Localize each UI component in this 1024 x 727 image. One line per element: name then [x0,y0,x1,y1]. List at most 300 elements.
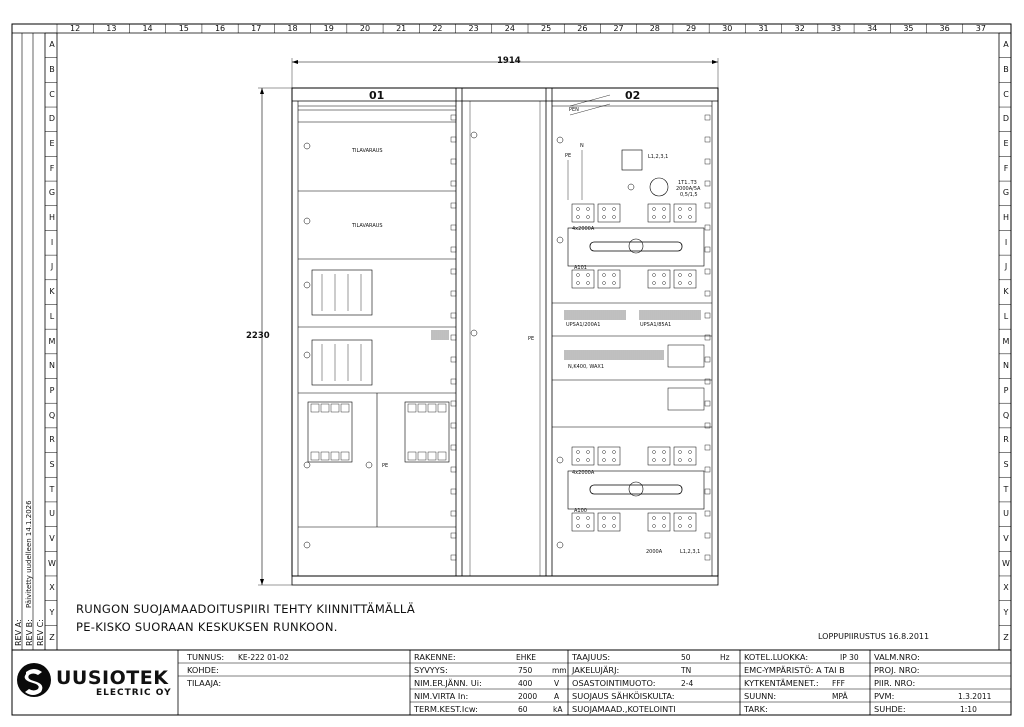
row-letter-l: K [49,287,55,297]
row-letter-r: H [1002,213,1009,223]
mounting-hole-icon [705,511,710,516]
terminal-screw [613,216,616,219]
column-number: 14 [142,24,153,33]
emc-label: EMC-YMPÄRISTÖ: A TAI B [744,665,845,675]
mounting-hole-icon [705,225,710,230]
terminal-screw [577,282,580,285]
mittakaava-label: SUHDE: [874,704,906,714]
terminal-block [598,447,620,465]
row-letter-l: B [49,65,55,75]
mounting-hole-icon [451,511,456,516]
meter-class-label: 0,5/1,5 [680,192,698,198]
terminal-screw [603,216,606,219]
terminal-block [598,513,620,531]
terminal-screw [613,208,616,211]
nimellisvirta-label: NIM.VIRTA In: [414,691,469,701]
column-number: 17 [251,24,262,33]
column-number: 36 [939,24,950,33]
door-hinge-icon [304,218,310,224]
terminal-screw [613,451,616,454]
terminal-screw [689,459,692,462]
paivamaara-label: PVM: [874,691,895,701]
row-letter-r: D [1002,114,1010,124]
nimellisjannite-unit: V [554,679,560,688]
mounting-hole-icon [705,555,710,560]
terminal-screw [577,208,580,211]
term-kest-value: 60 [518,705,528,714]
row-letter-r: B [1003,65,1009,75]
terminal-screw [577,459,580,462]
tunnus-label: TUNNUS: [187,652,225,662]
terminal-block [674,447,696,465]
terminal-screw [587,274,590,277]
column-number: 30 [722,24,733,33]
kytkentamenetelma-value: FFF [832,679,845,688]
terminal-block [572,447,594,465]
main-switch-outline [568,228,704,266]
mounting-hole-icon [705,203,710,208]
mittakaava-value: 1:10 [960,705,977,714]
row-letter-r: P [1003,385,1009,395]
row-letter-l: A [49,40,55,50]
breaker-terminal [438,404,446,412]
door-hinge-icon [557,137,563,143]
terminal-screw [679,282,682,285]
door-hinge-icon [366,462,372,468]
mounting-hole-icon [451,313,456,318]
pen-label: PEN [569,107,579,113]
terminal-block [674,270,696,288]
row-letter-l: F [49,163,55,173]
column-number: 29 [685,24,697,33]
row-letter-r: M [1002,336,1010,346]
row-letter-l: D [48,114,56,124]
terminal-screw [577,274,580,277]
mounting-hole-icon [705,401,710,406]
row-letter-l: G [48,188,56,198]
column-number: 22 [432,24,443,33]
terminal-screw [689,451,692,454]
pe-center-label: PE [528,336,535,342]
row-letter-l: N [49,361,55,371]
terminal-screw [603,208,606,211]
rev-b-note: Päivitetty uudelleen 14.1.2026 [25,500,33,608]
tilavaraus-label-1: TILAVARAUS [352,148,383,154]
terminal-screw [679,459,682,462]
syvyys-unit: mm [552,666,567,675]
terminal-screw [679,525,682,528]
relay-box [668,388,704,410]
breaker-terminal [408,404,416,412]
nimellisjannite-value: 400 [518,679,533,688]
terminal-screw [663,208,666,211]
suojamaadoitus-label: SUOJAMAAD.,KOTELOINTI [572,704,676,714]
row-letter-l: Y [49,607,55,617]
terminal-screw [587,208,590,211]
column-number: 33 [830,24,842,33]
row-letter-r: J [1004,262,1008,272]
terminal-block [648,270,670,288]
row-letter-r: L [1003,311,1009,321]
mounting-hole-icon [451,379,456,384]
syvyys-label: SYVYYS: [414,665,448,675]
breaker-terminal [418,404,426,412]
mounting-hole-icon [451,401,456,406]
note-line-2: PE-KISKO SUORAAN KESKUKSEN RUNKOON. [76,620,338,634]
terminal-screw [603,274,606,277]
row-letter-l: Z [49,632,55,642]
logo-symbol-icon [17,663,51,697]
column-number: 27 [613,24,624,33]
row-letter-r: X [1003,583,1009,593]
terminal-screw [587,451,590,454]
mounting-hole-icon [705,313,710,318]
ups-label-2: UPSA1/85A1 [640,322,672,328]
mounting-hole-icon [451,137,456,142]
breaker-outline [312,340,372,385]
terminal-block [572,204,594,222]
breaker-terminal [331,452,339,460]
taajuus-unit: Hz [720,653,730,662]
company-logo-sub: ELECTRIC OY [96,688,172,698]
terminal-screw [603,525,606,528]
ups-label-3: N,K400, WAX1 [568,364,605,370]
breaker-terminal [321,404,329,412]
bottom-rating-label: 2000A [646,549,663,555]
breaker-terminal [428,452,436,460]
row-letter-r: W [1002,558,1010,568]
terminal-screw [613,517,616,520]
pe-left-label: PE [382,463,389,469]
mounting-hole-icon [451,247,456,252]
rev-b-label: REV B: [25,619,34,646]
terminal-screw [653,525,656,528]
terminal-screw [653,517,656,520]
row-letter-l: P [49,385,55,395]
column-number: 23 [468,24,479,33]
row-letter-r: I [1004,237,1008,247]
bottom-ref-label: L1,2,3,1 [680,549,701,555]
row-letter-r: S [1003,459,1009,469]
rev-a-label: REV A: [14,619,23,646]
terminal-block [648,447,670,465]
breaker-terminal [311,404,319,412]
switch-top-rating: 4x2000A [572,226,595,232]
mounting-hole-icon [451,203,456,208]
terminal-screw [689,208,692,211]
projektinumero-label: PROJ. NRO: [874,665,920,675]
column-number: 16 [214,24,226,33]
switch-handle [590,242,682,251]
terminal-screw [689,274,692,277]
piirustusnumero-label: PIIR. NRO: [874,678,916,688]
column-number: 26 [577,24,588,33]
door-hinge-icon [304,282,310,288]
section-01-label: 01 [369,89,385,102]
column-number: 15 [178,24,189,33]
column-number: 20 [359,24,371,33]
row-letter-l: R [49,435,55,445]
row-letter-r: Z [1003,632,1009,642]
terminal-screw [689,282,692,285]
column-number: 13 [106,24,117,33]
breaker-terminal [321,452,329,460]
mounting-hole-icon [705,357,710,362]
mounting-hole-icon [451,423,456,428]
terminal-screw [653,274,656,277]
door-hinge-icon [471,330,477,336]
mounting-hole-icon [451,335,456,340]
jakelujarjestelma-value: TN [681,666,692,675]
mounting-hole-icon [451,533,456,538]
terminal-screw [577,451,580,454]
row-letter-r: V [1003,533,1009,543]
term-kest-unit: kA [553,705,563,714]
terminal-screw [587,459,590,462]
breaker-terminal [428,404,436,412]
terminal-screw [603,459,606,462]
row-letter-r: T [1003,484,1009,494]
mounting-hole-icon [705,445,710,450]
column-number: 18 [287,24,298,33]
terminal-screw [613,459,616,462]
terminal-screw [653,208,656,211]
column-number: 35 [903,24,914,33]
terminal-screw [653,282,656,285]
column-number: 25 [541,24,552,33]
mounting-hole-icon [451,489,456,494]
terminal-screw [603,282,606,285]
terminal-block [674,513,696,531]
door-hinge-icon [304,143,310,149]
note-line-1: RUNGON SUOJAMAADOITUSPIIRI TEHTY KIINNITTÄMÄLLÄ [76,602,416,616]
nimellisvirta-value: 2000 [518,692,538,701]
mounting-hole-icon [705,489,710,494]
height-dimension: 2230 [246,331,270,341]
terminal-screw [613,274,616,277]
row-letter-r: R [1003,435,1009,445]
tunnus-value: KE-222 01-02 [238,653,289,662]
mounting-hole-icon [451,357,456,362]
door-hinge-icon [304,352,310,358]
jakelujarjestelma-label: JAKELUJÄRJ: [572,665,620,675]
row-letter-r: K [1003,287,1009,297]
terminal-screw [689,216,692,219]
kohde-label: KOHDE: [187,665,219,675]
row-letter-r: N [1003,361,1009,371]
mounting-hole-icon [451,445,456,450]
breaker-outline [308,402,352,462]
switch-handle [590,485,682,494]
door-hinge-icon [557,457,563,463]
terminal-screw [663,216,666,219]
ups-label-1: UPSA1/200A1 [566,322,601,328]
terminal-block [648,513,670,531]
terminal-block [674,204,696,222]
kotelointiluokka-label: KOTEL.LUOKKA: [744,652,809,662]
breaker-outline [405,402,449,462]
meter-ref-label: 1T1..T3 [678,180,697,186]
terminal-screw [663,517,666,520]
terminal-screw [663,451,666,454]
section-02-label: 02 [625,89,641,102]
door-hinge-icon [471,132,477,138]
mounting-hole-icon [451,159,456,164]
breaker-terminal [311,452,319,460]
terminal-screw [613,282,616,285]
column-number: 31 [758,24,769,33]
row-letter-l: M [48,336,56,346]
row-letter-l: Q [48,410,56,420]
terminal-screw [663,525,666,528]
door-hinge-icon [557,542,563,548]
row-letter-l: H [48,213,55,223]
column-number: 34 [867,24,878,33]
mounting-hole-icon [705,467,710,472]
nimellisjannite-label: NIM.ER.JÄNN. Ui: [414,678,482,688]
rakenne-value: EHKE [516,653,537,662]
terminal-screw [587,216,590,219]
mounting-hole-icon [451,467,456,472]
taajuus-label: TAAJUUS: [572,652,611,662]
relay-box [668,345,704,367]
terminal-block [648,204,670,222]
company-logo-name: UUSIOTEK [56,667,169,689]
terminal-block [598,270,620,288]
terminal-block [598,204,620,222]
row-letter-r: F [1003,163,1009,173]
breaker-terminal [408,452,416,460]
mounting-hole-icon [451,291,456,296]
row-letter-l: X [49,583,55,593]
terminal-screw [679,451,682,454]
mounting-hole-icon [705,269,710,274]
terminal-screw [587,525,590,528]
terminal-block [572,270,594,288]
suunnittelija-value: MPÄ [832,692,848,701]
row-letter-l: W [48,558,56,568]
column-number: 32 [794,24,805,33]
mounting-hole-icon [705,115,710,120]
mounting-hole-icon [451,225,456,230]
row-letter-r: C [1003,89,1009,99]
door-hinge-icon [304,462,310,468]
terminal-screw [679,216,682,219]
column-number: 21 [396,24,407,33]
tilaaja-label: TILAAJA: [187,678,222,688]
n-label: N [580,143,584,149]
terminal-screw [577,216,580,219]
breaker-outline [312,270,372,315]
row-letter-l: J [50,262,54,272]
terminal-screw [689,517,692,520]
row-letter-l: C [49,89,55,99]
tarkastaja-label: TARK: [744,704,768,714]
terminal-screw [587,517,590,520]
mounting-hole-icon [451,555,456,560]
mounting-hole-icon [705,291,710,296]
row-letter-r: G [1002,188,1010,198]
terminal-screw [663,274,666,277]
column-number: 12 [70,24,81,33]
syvyys-value: 750 [518,666,533,675]
breaker-terminal [418,452,426,460]
row-letter-r: E [1003,139,1009,149]
switch-top-id: A101 [574,265,587,271]
switch-bottom-rating: 4x2000A [572,470,595,476]
breaker-terminal [341,404,349,412]
row-letter-l: U [49,509,55,519]
terminal-screw [663,282,666,285]
suunnittelija-label: SUUNN: [744,691,777,701]
terminal-block [572,513,594,531]
paivamaara-value: 1.3.2011 [958,692,992,701]
terminal-screw [603,451,606,454]
row-letter-l: S [49,459,55,469]
row-letter-l: E [49,139,55,149]
row-letter-l: L [49,311,55,321]
mounting-hole-icon [451,115,456,120]
mounting-hole-icon [705,181,710,186]
terminal-screw [577,517,580,520]
kotelointiluokka-value: IP 30 [840,653,859,662]
column-number: 37 [975,24,986,33]
row-letter-l: T [49,484,55,494]
terminal-screw [679,517,682,520]
width-dimension: 1914 [497,56,521,66]
final-drawing-date: LOPPUPIIRUSTUS 16.8.2011 [818,632,930,641]
door-hinge-icon [304,542,310,548]
breaker-terminal [331,404,339,412]
pe-right-label: PE [565,153,572,159]
terminal-screw [603,517,606,520]
osastointimuoto-value: 2-4 [681,679,694,688]
l-ref-label: L1,2,3,1 [648,154,669,160]
tilavaraus-label-2: TILAVARAUS [352,223,383,229]
column-number: 19 [323,24,334,33]
column-number: 28 [649,24,660,33]
mounting-hole-icon [705,159,710,164]
mounting-hole-icon [705,533,710,538]
terminal-screw [679,274,682,277]
row-letter-l: I [50,237,54,247]
door-hinge-icon [557,237,563,243]
meter-spec-label: 2000A/5A [676,186,701,192]
terminal-screw [587,282,590,285]
suojaus-label: SUOJAUS SÄHKÖISKULTA: [572,691,675,701]
terminal-screw [679,208,682,211]
main-switch-outline [568,471,704,509]
row-letter-r: Q [1002,410,1010,420]
kytkentamenetelma-label: KYTKENTÄMENET.: [744,678,819,688]
mounting-hole-icon [451,181,456,186]
nimellisvirta-unit: A [554,692,560,701]
valmistusnumero-label: VALM.NRO: [874,652,920,662]
terminal-screw [613,525,616,528]
term-kest-label: TERM.KEST.Icw: [414,704,478,714]
terminal-screw [689,525,692,528]
column-number: 24 [504,24,515,33]
terminal-screw [653,459,656,462]
terminal-screw [653,451,656,454]
mounting-hole-icon [705,137,710,142]
rev-c-label: REV C: [36,619,45,646]
mounting-hole-icon [451,269,456,274]
terminal-screw [663,459,666,462]
breaker-terminal [341,452,349,460]
terminal-screw [577,525,580,528]
taajuus-value: 50 [681,653,691,662]
